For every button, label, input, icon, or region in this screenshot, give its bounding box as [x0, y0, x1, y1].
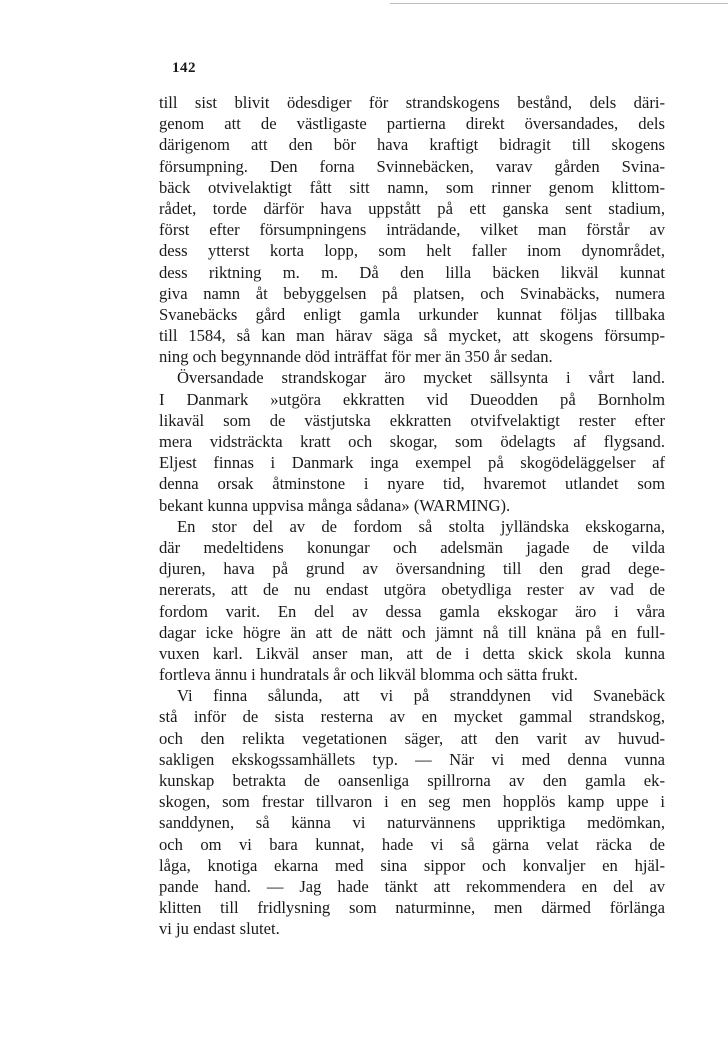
text-line: Vi finna sålunda, att vi på stranddynen vid Svanebäck: [177, 686, 665, 706]
body-text: [159, 92, 665, 940]
text-line: därigenom att den bör hava kraftigt bidragit till skogens: [159, 135, 665, 155]
text-line: fortleva ännu i hundratals år och likväl blomma och sätta frukt.: [159, 665, 578, 685]
text-line: giva namn åt bebyggelsen på platsen, och Svinabäcks, numera: [159, 283, 665, 303]
text-line: och om vi bara kunnat, hade vi så gärna velat räcka de: [159, 834, 665, 854]
text-line: låga, knotiga ekarna med sina sippor och konvaljer en hjäl-: [159, 855, 665, 875]
page-number: 142: [172, 60, 196, 76]
text-line: stå inför de sista resterna av en mycket gammal strandskog,: [159, 707, 665, 727]
paragraph: [159, 685, 665, 939]
text-line: dagar icke högre än att de nätt och jämnt nå till knäna på en full-: [159, 622, 665, 642]
text-line: I Danmark »utgöra ekkratten vid Dueodden på Bornholm: [159, 389, 665, 409]
text-line: bekant kunna uppvisa många sådana» (WARMING).: [159, 495, 511, 515]
text-line: först efter försumpningens inträdande, vilket man förstår av: [159, 220, 665, 240]
paragraph: [159, 516, 665, 686]
text-line: sanddynen, så känna vi naturvännens uppriktiga medömkan,: [159, 813, 665, 833]
text-line: rådet, torde därför hava uppstått på ett ganska sent stadium,: [159, 198, 665, 218]
text-line: Eljest finnas i Danmark inga exempel på skogödeläggelser af: [159, 453, 665, 473]
top-edge-line: [390, 3, 728, 4]
text-line: mera vidsträckta kratt och skogar, som ödelagts af flygsand.: [159, 432, 665, 451]
text-line: fordom varit. En del av dessa gamla ekskogar äro i våra: [159, 601, 665, 621]
text-line: bäck otvivelaktigt fått sitt namn, som rinner genom klittom-: [159, 177, 665, 197]
text-line: nererats, att de nu endast utgöra obetydliga rester av vad de: [159, 580, 665, 600]
text-line: sakligen ekskogssamhällets typ. — När vi med denna vunna: [159, 749, 665, 769]
text-line: och den relikta vegetationen säger, att den varit av huvud-: [159, 728, 665, 748]
text-line: kunskap betrakta de oansenliga spillrorna av den gamla ek-: [159, 771, 665, 790]
text-line: pande hand. — Jag hade tänkt att rekommendera en del av: [159, 876, 665, 896]
text-line: där medeltidens konungar och adelsmän jagade de vilda: [159, 537, 665, 557]
text-line: Översandade strandskogar äro mycket sällsynta i vårt land.: [177, 368, 665, 388]
text-line: klitten till fridlysning som naturminne, men därmed förlänga: [159, 898, 665, 918]
text-line: En stor del av de fordom så stolta jylländska ekskogarna,: [177, 516, 665, 536]
text-line: vi ju endast slutet.: [159, 919, 280, 939]
text-line: skogen, som frestar tillvaron i en seg men hopplös kamp uppe i: [159, 792, 665, 812]
text-line: denna orsak åtminstone i nyare tid, hvaremot utlandet som: [159, 474, 665, 494]
text-line: till sist blivit ödesdiger för strandskogens bestånd, dels däri-: [159, 93, 665, 112]
text-line: djuren, hava på grund av översandning till den grad dege-: [159, 559, 665, 579]
text-line: ning och begynnande död inträffat för mer än 350 år sedan.: [159, 347, 553, 367]
text-line: vuxen karl. Likväl anser man, att de i detta skick skola kunna: [159, 643, 665, 663]
paragraph: [159, 92, 665, 367]
text-line: likaväl som de västjutska ekkratten otvifvelaktigt rester efter: [159, 410, 665, 430]
text-line: genom att de västligaste partierna direkt översandades, dels: [159, 114, 665, 134]
paragraph: [159, 367, 665, 515]
text-line: dess riktning m. m. Då den lilla bäcken likväl kunnat: [159, 262, 665, 282]
text-line: Svanebäcks gård enligt gamla urkunder kunnat följas tillbaka: [159, 304, 665, 324]
text-line: försumpning. Den forna Svinnebäcken, varav gården Svina-: [159, 156, 665, 176]
text-line: till 1584, så kan man härav säga så mycket, att skogens försump-: [159, 326, 665, 346]
text-line: dess ytterst korta lopp, som helt faller inom dynområdet,: [159, 241, 665, 261]
